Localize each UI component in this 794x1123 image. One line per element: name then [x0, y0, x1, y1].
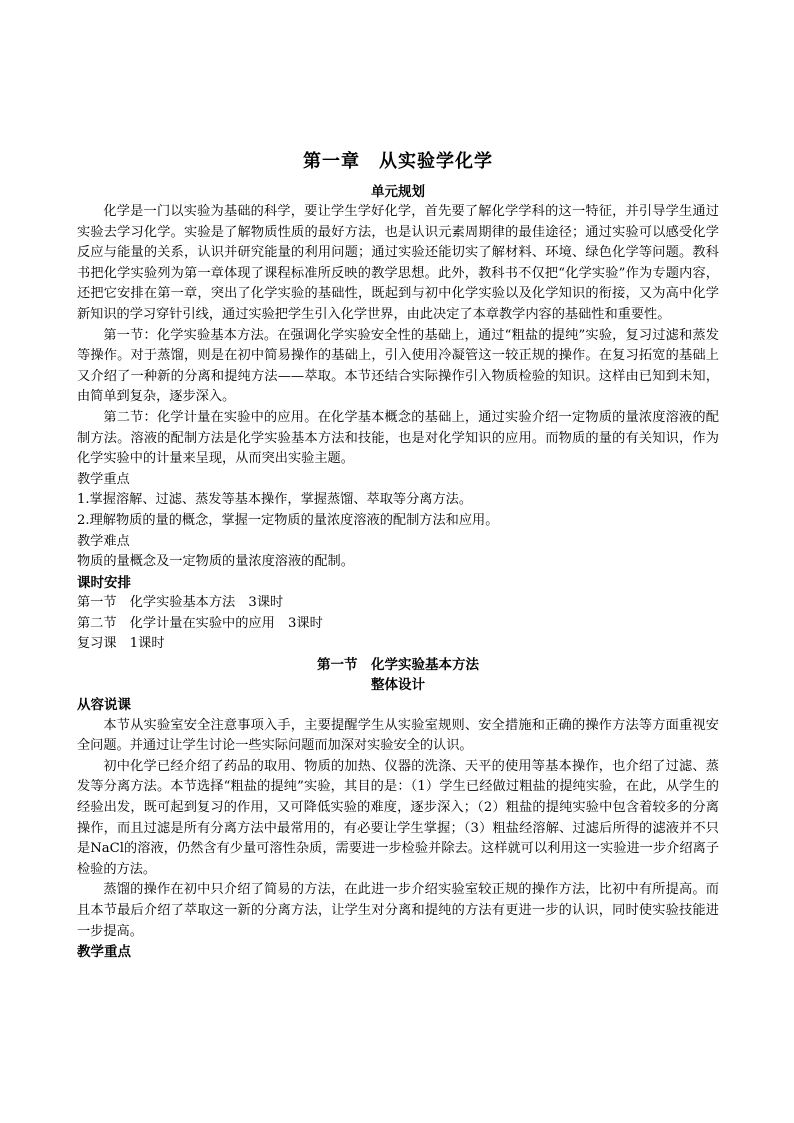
schedule-label: 课时安排 [77, 574, 131, 591]
schedule-row-2: 第二节 化学计量在实验中的应用 3课时 [77, 615, 323, 631]
teaching-focus-item-2: 2.理解物质的量的概念，掌握一定物质的量浓度溶液的配制方法和应用。 [77, 512, 499, 528]
section1-intro-label: 从容说课 [77, 697, 131, 714]
unit-plan-paragraph-2: 第一节：化学实验基本方法。在强调化学实验安全性的基础上，通过“粗盐的提纯”实验，复习过滤和蒸发等操作。对于蒸馏，则是在初中简易操作的基础上，引入使用冷凝管这一较正规的操作。在复习拓宽的基础上又介绍了一种新的分离和提纯方法——萃取。本节还结合实际操作引入物质检验的知识。这样由已知到未知，由简单到复杂，逐步深入。 [77, 327, 719, 405]
teaching-focus-label: 教学重点 [77, 471, 130, 487]
section1-paragraph-2: 初中化学已经介绍了药品的取用、物质的加热、仪器的洗涤、天平的使用等基本操作，也介绍了过滤、蒸发等分离方法。本节选择“粗盐的提纯”实验，其目的是：（1）学生已经做过粗盐的提纯实验，在此，从学生的经验出发，既可起到复习的作用，又可降低实验的难度，逐步深入；（2）粗盐的提纯实验中包含着较多的分离操作，而且过滤是所有分离方法中最常用的，有必要让学生掌握；（3）粗盐经溶解、过滤后所得的滤液并不只是NaCl的溶液，仍然含有少量可溶性杂质，需要进一步检验并除去。这样就可以利用这一实验进一步介绍离子检验的方法。 [77, 758, 719, 877]
chapter-title: 第一章 从实验学化学 [303, 151, 493, 172]
unit-plan-paragraph-3: 第二节：化学计量在实验中的应用。在化学基本概念的基础上，通过实验介绍一定物质的量浓度溶液的配制方法。溶液的配制方法是化学实验基本方法和技能，也是对化学知识的应用。而物质的量的有关知识，作为化学实验中的计量来呈现，从而突出实验主题。 [77, 409, 719, 467]
schedule-row-1: 第一节 化学实验基本方法 3课时 [77, 595, 284, 611]
teaching-difficulty-text: 物质的量概念及一定物质的量浓度溶液的配制。 [77, 554, 354, 570]
section1-title: 第一节 化学实验基本方法 [317, 657, 479, 674]
section1-paragraph-1: 本节从实验室安全注意事项入手，主要提醒学生从实验室规则、安全措施和正确的操作方法等方面重视安全问题。并通过让学生讨论一些实际问题而加深对实验安全的认识。 [77, 717, 719, 754]
document-page [77, 150, 719, 963]
section1-paragraph-3: 蒸馏的操作在初中只介绍了简易的方法，在此进一步介绍实验室较正规的操作方法，比初中有所提高。而且本节最后介绍了萃取这一新的分离方法，让学生对分离和提纯的方法有更进一步的认识，同时使实验技能进一步提高。 [77, 882, 719, 939]
schedule-row-3: 复习课 1课时 [77, 636, 165, 652]
section1-focus-label: 教学重点 [77, 944, 131, 961]
section1-subtitle: 整体设计 [371, 677, 425, 694]
unit-plan-paragraph-1: 化学是一门以实验为基础的科学，要让学生学好化学，首先要了解化学学科的这一特征，并引导学生通过实验去学习化学。实验是了解物质性质的最好方法，也是认识元素周期律的最佳途径；通过实验可以感受化学反应与能量的关系，认识并研究能量的利用问题；通过实验还能切实了解材料、环境、绿色化学等问题。教科书把化学实验列为第一章体现了课程标准所反映的教学思想。此外，教科书不仅把“化学实验”作为专题内容，还把它安排在第一章，突出了化学实验的基础性，既起到与初中化学实验以及化学知识的衔接，又为高中化学新知识的学习穿针引线，通过实验把学生引入化学世界，由此决定了本章教学内容的基础性和重要性。 [77, 204, 719, 322]
teaching-focus-item-1: 1.掌握溶解、过滤、蒸发等基本操作，掌握蒸馏、萃取等分离方法。 [77, 492, 473, 508]
unit-plan-heading: 单元规划 [371, 184, 425, 200]
teaching-difficulty-label: 教学难点 [77, 533, 130, 549]
